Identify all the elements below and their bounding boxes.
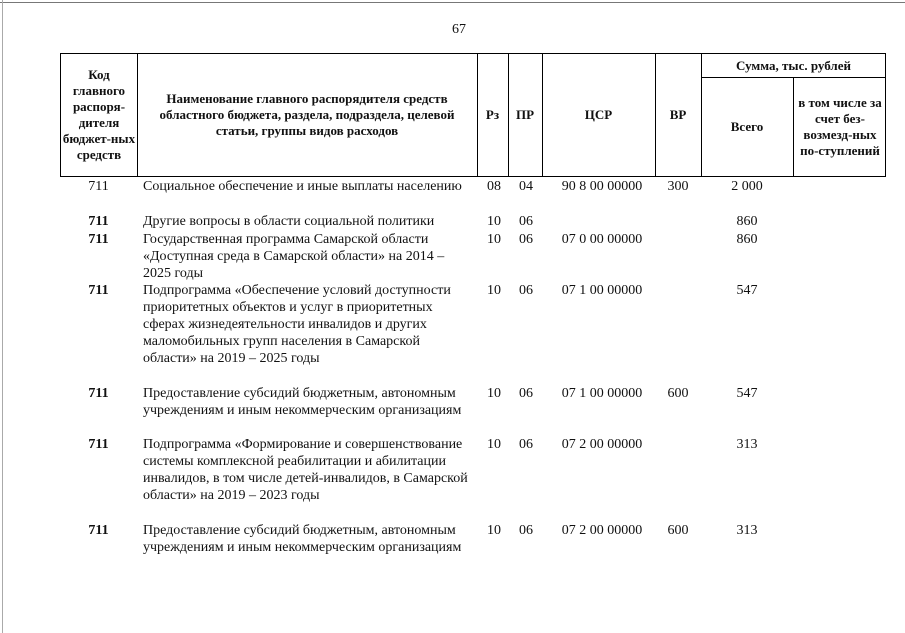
header-free: в том числе за счет без-возмезд-ных по-ступлений (798, 95, 882, 158)
row-pr: 06 (519, 386, 533, 401)
row-code: 711 (88, 232, 109, 247)
row-code: 711 (88, 214, 109, 229)
row-total: 547 (736, 386, 758, 401)
header-name: Наименование главного распорядителя средств областного бюджета, раздела, подраздела, целевой статьи, группы видов расходов (159, 91, 455, 138)
row-pr: 06 (519, 437, 533, 452)
row-code: 711 (88, 179, 109, 194)
row-total: 313 (736, 523, 758, 538)
row-vr: 300 (667, 179, 689, 194)
row-rz: 08 (487, 179, 501, 194)
row-rz: 10 (487, 437, 501, 452)
page-number: 67 (452, 22, 466, 37)
row-pr: 06 (519, 232, 533, 247)
header-pr: ПР (515, 107, 535, 122)
row-rz: 10 (487, 232, 501, 247)
table-header (60, 53, 886, 177)
row-rz: 10 (487, 283, 501, 298)
row-csr: 07 1 00 00000 (561, 283, 643, 298)
row-code: 711 (88, 437, 109, 452)
row-name: Социальное обеспечение и иные выплаты населению (143, 179, 462, 194)
row-rz: 10 (487, 214, 501, 229)
header-rz: Рз (485, 107, 500, 122)
row-total: 860 (736, 214, 758, 229)
header-vr: ВР (669, 107, 687, 122)
row-vr: 600 (667, 386, 689, 401)
row-code: 711 (88, 283, 109, 298)
row-name: Предоставление субсидий бюджетным, автономным учреждениям и иным некоммерческим организациям (143, 523, 462, 555)
header-total: Всего (730, 119, 764, 134)
row-code: 711 (88, 386, 109, 401)
row-pr: 04 (519, 179, 533, 194)
header-code: Код главного распоря-дителя бюджет-ных средств (62, 67, 136, 162)
top-border-line (0, 2, 905, 3)
row-vr: 600 (667, 523, 689, 538)
row-csr: 07 2 00 00000 (561, 437, 643, 452)
row-csr: 07 2 00 00000 (561, 523, 643, 538)
row-name: Предоставление субсидий бюджетным, автономным учреждениям и иным некоммерческим организациям (143, 386, 462, 418)
header-csr: ЦСР (584, 107, 613, 122)
row-total: 2 000 (731, 179, 763, 194)
row-csr: 07 1 00 00000 (561, 386, 643, 401)
row-name: Подпрограмма «Обеспечение условий доступности приоритетных объектов и услуг в приоритетных сферах жизнедеятельности инвалидов и других маломобильных групп населения в Самарской области» на 2019 – 2025 годы (143, 283, 451, 366)
row-rz: 10 (487, 523, 501, 538)
header-sum: Сумма, тыс. рублей (736, 57, 851, 73)
row-total: 547 (736, 283, 758, 298)
row-total: 313 (736, 437, 758, 452)
row-pr: 06 (519, 214, 533, 229)
row-code: 711 (88, 523, 109, 538)
row-total: 860 (736, 232, 758, 247)
row-csr: 90 8 00 00000 (561, 179, 643, 194)
row-name: Подпрограмма «Формирование и совершенствование системы комплексной реабилитации и абилитации инвалидов, в том числе детей-инвалидов, в Самарской области» на 2019 – 2023 годы (143, 437, 468, 503)
left-border-line (2, 0, 3, 633)
row-rz: 10 (487, 386, 501, 401)
row-pr: 06 (519, 523, 533, 538)
row-name: Государственная программа Самарской области «Доступная среда в Самарской области» на 2014 – 2025 годы (143, 232, 445, 281)
row-name: Другие вопросы в области социальной политики (143, 214, 435, 229)
row-pr: 06 (519, 283, 533, 298)
row-csr: 07 0 00 00000 (561, 232, 643, 247)
